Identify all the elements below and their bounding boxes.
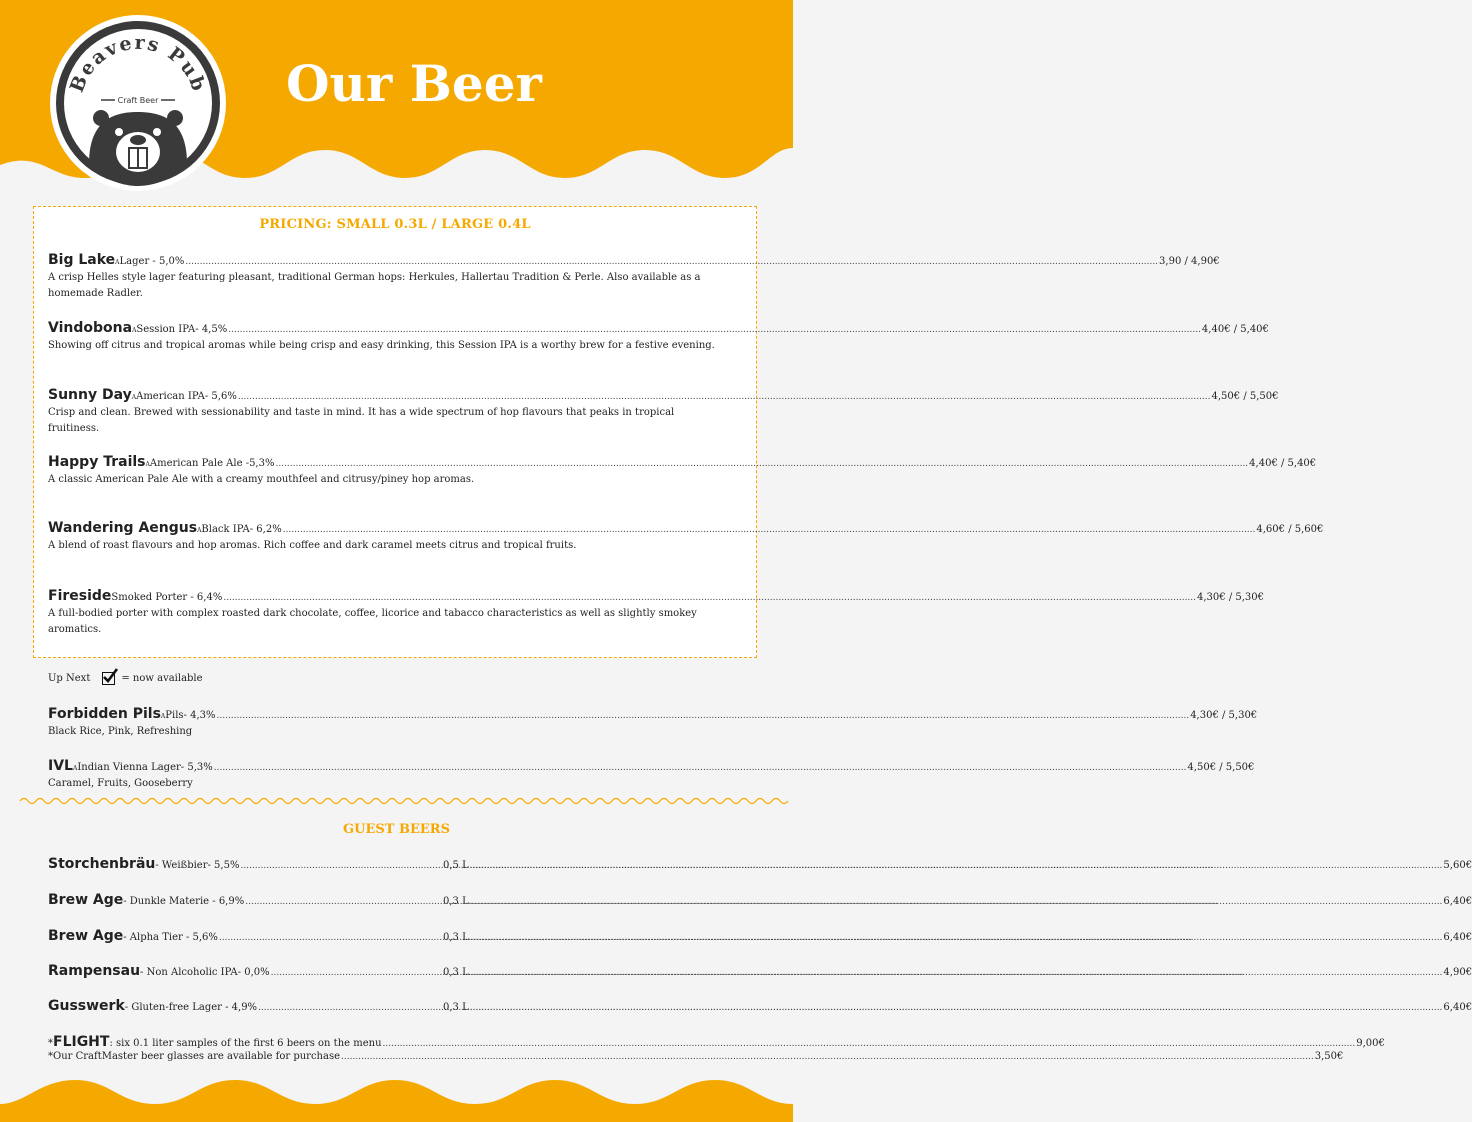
guest-beer-left <box>48 856 443 872</box>
beer-item <box>48 520 1324 554</box>
guest-beer-left <box>48 998 443 1014</box>
guest-beer-style: - Dunkle Materie - 6,9% <box>123 896 245 907</box>
beer-style: Indian Vienna Lager- 5,3% <box>77 762 213 773</box>
beer-marker: A <box>160 713 166 720</box>
beer-line <box>48 588 1264 604</box>
beer-item <box>48 320 1269 354</box>
guest-beer-right <box>443 932 1472 943</box>
guest-beer-size: 0,3 L <box>443 967 469 978</box>
logo-subtitle: Craft Beer <box>117 96 159 105</box>
leader-dots <box>470 933 1443 943</box>
beer-line <box>48 252 1220 268</box>
guest-beer-size: 0,3 L <box>443 1002 469 1013</box>
footnote <box>48 1034 1385 1050</box>
beer-marker: A <box>72 765 78 772</box>
wavy-divider <box>20 796 773 806</box>
beer-price: 4,60€ / 5,60€ <box>1256 524 1324 535</box>
footnote-prefix: * <box>48 1038 53 1049</box>
guest-beer-price: 6,40€ <box>1443 1002 1472 1013</box>
guest-beer-size: 0,3 L <box>443 932 469 943</box>
guest-beer-size: 0,5 L <box>443 860 469 871</box>
guest-beer-name: Gusswerk <box>48 998 125 1014</box>
beer-name: Sunny Day <box>48 387 132 403</box>
beer-description: Black Rice, Pink, Refreshing <box>48 726 193 737</box>
beer-name: Big Lake <box>48 252 116 268</box>
guest-beer-size: 0,3 L <box>443 896 469 907</box>
leader-dots <box>383 1039 1356 1049</box>
beer-marker: A <box>115 259 120 266</box>
beer-style: Black IPA- 6,2% <box>201 524 282 535</box>
beer-price: 4,50€ / 5,50€ <box>1187 762 1255 773</box>
beer-name: Vindobona <box>48 320 133 336</box>
beer-price: 4,30€ / 5,30€ <box>1190 710 1258 721</box>
leader-dots <box>341 1052 1314 1062</box>
footer-background <box>0 1062 793 1122</box>
beer-style: American IPA- 5,6% <box>136 391 237 402</box>
footnote-price: 3,50€ <box>1314 1051 1344 1062</box>
beer-name: Wandering Aengus <box>48 520 198 536</box>
guest-beer-left <box>48 928 443 944</box>
leader-dots <box>275 459 1248 469</box>
beer-price: 4,40€ / 5,40€ <box>1249 458 1317 469</box>
beer-description: Caramel, Fruits, Gooseberry <box>48 778 193 789</box>
guest-beer-name: Storchenbräu <box>48 856 156 872</box>
guest-beer-row <box>48 998 1472 1014</box>
upcoming-beer-item <box>48 706 1258 740</box>
guest-beer-left <box>48 963 443 979</box>
leader-dots <box>470 861 1443 871</box>
footnote-price: 9,00€ <box>1356 1038 1385 1049</box>
leader-dots <box>238 392 1211 402</box>
beer-price: 4,30€ / 5,30€ <box>1197 592 1264 603</box>
beer-style: Pils- 4,3% <box>165 710 216 721</box>
beer-name: Happy Trails <box>48 454 146 470</box>
beer-marker: A <box>145 461 150 468</box>
upcoming-beer-item <box>48 758 1255 792</box>
footnote-text: : six 0.1 liter samples of the first 6 beers on the menu <box>109 1038 382 1049</box>
guest-beer-row <box>48 928 1472 944</box>
guest-beer-style: - Non Alcoholic IPA- 0,0% <box>140 967 270 978</box>
guest-beer-right <box>443 860 1472 871</box>
logo-brand: Beavers Pub <box>65 31 211 96</box>
leader-dots <box>185 257 1158 267</box>
guest-beer-row <box>48 892 1472 908</box>
beer-marker: A <box>197 527 202 534</box>
guest-beer-price: 5,60€ <box>1443 860 1472 871</box>
beer-marker: A <box>131 394 137 401</box>
beer-item <box>48 588 1264 638</box>
leader-dots <box>470 897 1443 907</box>
beer-marker: A <box>132 327 137 334</box>
beer-item <box>48 387 1279 437</box>
beer-line <box>48 320 1269 336</box>
guest-beer-right <box>443 1002 1472 1013</box>
beavers-pub-logo <box>49 14 227 192</box>
page-title: Our Beer <box>286 54 542 113</box>
footnote-text: Our CraftMaster beer glasses are available for purchase <box>53 1051 341 1062</box>
guest-beer-name: Rampensau <box>48 963 141 979</box>
beer-description: A classic American Pale Ale with a creamy mouthfeel and citrusy/piney hop aromas. <box>48 474 475 485</box>
guest-beer-row <box>48 856 1472 872</box>
beer-name: Forbidden Pils <box>48 706 161 722</box>
footnote-prefix: * <box>48 1051 53 1062</box>
guest-beer-style: - Weißbier- 5,5% <box>155 860 240 871</box>
guest-beer-price: 6,40€ <box>1443 932 1472 943</box>
beer-item <box>48 454 1317 488</box>
footnote-strong: FLIGHT <box>53 1034 110 1050</box>
beer-line <box>48 758 1255 774</box>
beer-description: A full-bodied porter with complex roasted dark chocolate, coffee, licorice and tabacco characteristics as well as slightly smokey aromatics. <box>48 608 697 635</box>
guest-beer-right <box>443 967 1472 978</box>
pricing-heading: PRICING: SMALL 0.3L / LARGE 0.4L <box>259 217 531 232</box>
beer-description: Crisp and clean. Brewed with sessionability and taste in mind. It has a wide spectrum of hop flavours that peaks in tropical fruitiness. <box>48 407 675 434</box>
beer-line <box>48 454 1317 470</box>
guest-beer-price: 4,90€ <box>1443 967 1472 978</box>
up-next-label: Up Next <box>48 673 91 684</box>
checkbox-icon <box>102 672 115 685</box>
leader-dots <box>283 525 1256 535</box>
leader-dots <box>217 711 1190 721</box>
guest-beer-name: Brew Age <box>48 892 124 908</box>
guest-beer-left <box>48 892 443 908</box>
beer-description: A blend of roast flavours and hop aromas. Rich coffee and dark caramel meets citrus and tropical fruits. <box>48 540 577 551</box>
beer-name: IVL <box>48 758 73 774</box>
up-next-legend-text: = now available <box>121 673 203 684</box>
beer-price: 4,50€ / 5,50€ <box>1211 391 1279 402</box>
guest-beer-name: Brew Age <box>48 928 124 944</box>
leader-dots <box>228 325 1201 335</box>
leader-dots <box>470 1003 1443 1013</box>
guest-beer-row <box>48 963 1472 979</box>
beer-item <box>48 252 1220 302</box>
beer-price: 4,40€ / 5,40€ <box>1201 324 1269 335</box>
beer-price: 3,90 / 4,90€ <box>1159 256 1220 267</box>
leader-dots <box>214 763 1187 773</box>
guest-beer-style: - Alpha Tier - 5,6% <box>123 932 218 943</box>
guest-beer-price: 6,40€ <box>1443 896 1472 907</box>
up-next-legend <box>48 672 203 685</box>
leader-dots <box>470 968 1443 978</box>
beer-style: Smoked Porter - 6,4% <box>111 592 223 603</box>
beer-style: American Pale Ale -5,3% <box>149 458 275 469</box>
footnote <box>48 1051 1344 1062</box>
guest-beer-right <box>443 896 1472 907</box>
beer-line <box>48 387 1279 403</box>
leader-dots <box>223 593 1196 603</box>
beer-style: Session IPA- 4,5% <box>136 324 228 335</box>
guest-beers-heading: GUEST BEERS <box>343 822 450 837</box>
beer-description: Showing off citrus and tropical aromas while being crisp and easy drinking, this Session IPA is a worthy brew for a festive evening. <box>48 340 715 351</box>
beer-name: Fireside <box>48 588 112 604</box>
beer-description: A crisp Helles style lager featuring pleasant, traditional German hops: Herkules, Hallertau Tradition & Perle. Also available as a homemade Radler. <box>48 272 701 299</box>
beer-line <box>48 520 1324 536</box>
beer-line <box>48 706 1258 722</box>
guest-beer-style: - Gluten-free Lager - 4,9% <box>124 1002 258 1013</box>
beer-style: Lager - 5,0% <box>119 256 185 267</box>
